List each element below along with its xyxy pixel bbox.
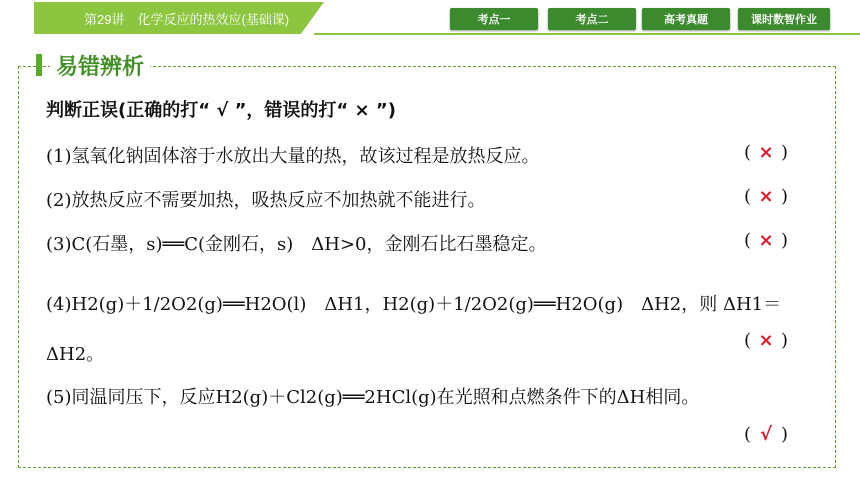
answer-mark: × <box>758 142 774 163</box>
item-1-answer: ( × ) <box>744 142 789 163</box>
item-3 <box>46 230 547 256</box>
nav-gaokao-zhenti-button[interactable]: 高考真题 <box>642 8 730 30</box>
nav-kaodian-2-button[interactable]: 考点二 <box>548 8 636 30</box>
item-4-answer: ( × ) <box>744 330 789 351</box>
section-title: 易错辨析 <box>50 50 150 81</box>
nav-keshi-zuoye-button[interactable]: 课时数智作业 <box>738 8 830 30</box>
header-bar <box>0 0 860 38</box>
item-2 <box>46 186 486 212</box>
item-3-text: (3)C(石墨，s)══C(金刚石，s) ΔH>0，金刚石比石墨稳定。 <box>46 234 547 255</box>
header-divider <box>314 33 860 35</box>
section-marker <box>36 54 42 76</box>
nav-kaodian-1-button[interactable]: 考点一 <box>450 8 538 30</box>
item-1 <box>46 142 540 168</box>
answer-mark: × <box>758 330 774 351</box>
item-2-answer: ( × ) <box>744 186 789 207</box>
answer-mark: √ <box>760 424 773 445</box>
item-4-text: (4)H2(g)＋1/2O2(g)══H2O(l) ΔH1，H2(g)＋1/2O2(g)══H2O(g) ΔH2，则 ΔH1＝ΔH2。 <box>46 294 782 365</box>
item-1-text: (1)氢氧化钠固体溶于水放出大量的热，故该过程是放热反应。 <box>46 146 540 167</box>
item-3-answer: ( × ) <box>744 230 789 251</box>
item-5 <box>46 376 816 420</box>
lesson-title: 第29讲 化学反应的热效应(基础课) <box>84 12 290 27</box>
answer-mark: × <box>758 186 774 207</box>
answer-mark: × <box>758 230 774 251</box>
item-4 <box>46 280 816 380</box>
item-5-text: (5)同温同压下，反应H2(g)＋Cl2(g)══2HCl(g)在光照和点燃条件下的ΔH相同。 <box>46 387 700 408</box>
item-5-answer: ( √ ) <box>744 424 789 445</box>
item-2-text: (2)放热反应不需要加热，吸热反应不加热就不能进行。 <box>46 190 486 211</box>
instruction: 判断正误(正确的打“ √ ”，错误的打“ × ”) <box>46 100 396 121</box>
